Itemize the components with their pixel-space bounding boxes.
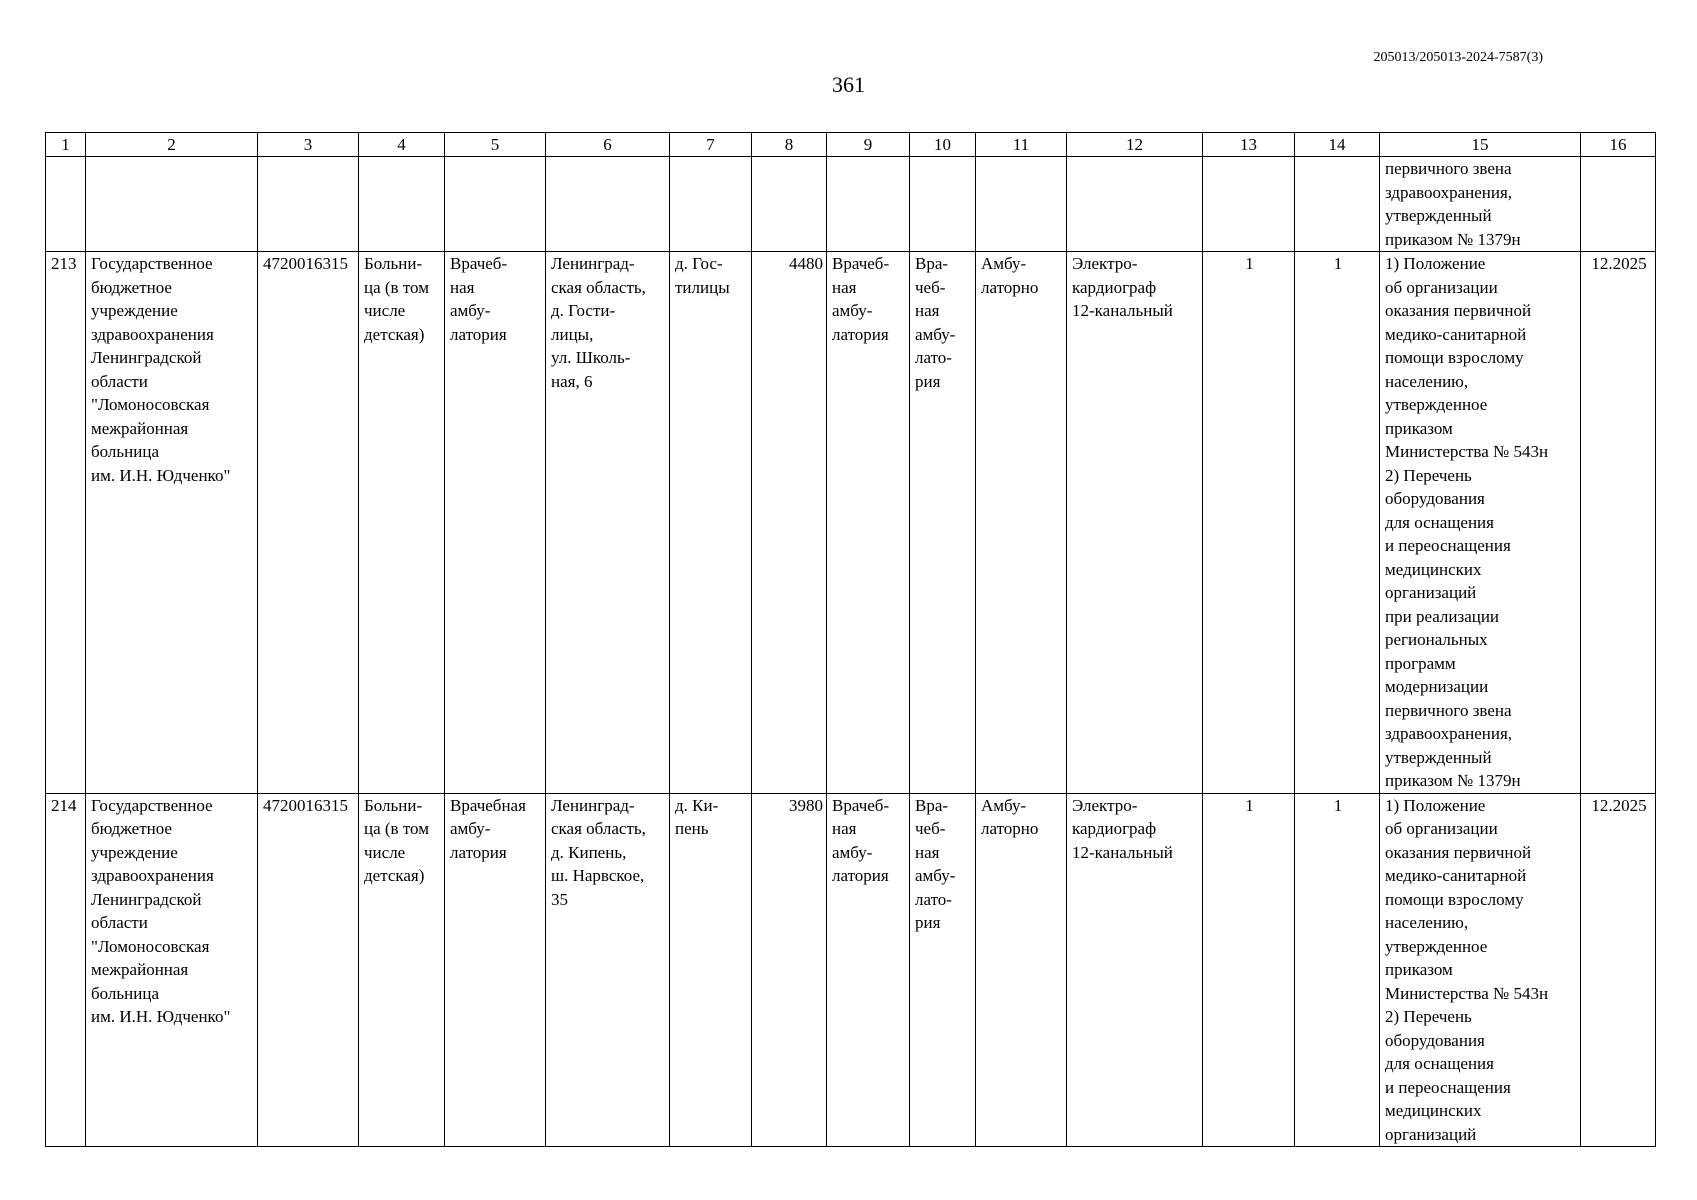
table-cell: [86, 157, 258, 252]
unit-type: Врачебная амбу- латория: [445, 793, 546, 1147]
unit-type-2: Врачеб- ная амбу- латория: [827, 252, 910, 794]
inn-cell: 4720016315: [258, 252, 359, 794]
column-header: 3: [258, 133, 359, 157]
table-cell: [258, 157, 359, 252]
inn-cell: 4720016315: [258, 793, 359, 1147]
regulation-cell: 1) Положение об организации оказания первичной медико-санитарной помощи взрослому населению, утвержденное приказом Министерства № 543н 2) Перечень оборудования для оснащения и переоснащения медицинских организаций при реализации региональных программ модернизации первичного звена здравоохранения, утвержденный приказом № 1379н: [1380, 252, 1581, 794]
table-cell: [670, 157, 752, 252]
continuation-row: [46, 157, 1656, 252]
address-cell: Ленинград- ская область, д. Гости- лицы, ул. Школь- ная, 6: [546, 252, 670, 794]
unit-type-2: Врачеб- ная амбу- латория: [827, 793, 910, 1147]
population-cell: 3980: [752, 793, 827, 1147]
population-cell: 4480: [752, 252, 827, 794]
equipment-name: Электро- кардиограф 12-канальный: [1067, 793, 1203, 1147]
column-header: 6: [546, 133, 670, 157]
table-row: [46, 252, 1656, 794]
date-cell: 12.2025: [1581, 252, 1656, 794]
settlement-cell: д. Гос- тилицы: [670, 252, 752, 794]
care-condition: Амбу- латорно: [976, 793, 1067, 1147]
facility-type: Больни- ца (в том числе детская): [359, 793, 445, 1147]
date-cell: 12.2025: [1581, 793, 1656, 1147]
table-cell: [359, 157, 445, 252]
table-cell: [1295, 157, 1380, 252]
column-header: 9: [827, 133, 910, 157]
column-header: 4: [359, 133, 445, 157]
regulation-cell: 1) Положение об организации оказания первичной медико-санитарной помощи взрослому населению, утвержденное приказом Министерства № 543н 2) Перечень оборудования для оснащения и переоснащения медицинских организаций: [1380, 793, 1581, 1147]
table-cell: [46, 157, 86, 252]
table-cell: [910, 157, 976, 252]
table-cell: [1581, 157, 1656, 252]
unit-type-3: Вра- чеб- ная амбу- лато- рия: [910, 252, 976, 794]
table-cell: [827, 157, 910, 252]
row-number: 214: [46, 793, 86, 1147]
column-header: 13: [1203, 133, 1295, 157]
table-cell: [445, 157, 546, 252]
table-row: [46, 793, 1656, 1147]
column-header: 16: [1581, 133, 1656, 157]
page-number: 361: [832, 72, 865, 97]
organization-name: Государственное бюджетное учреждение здравоохранения Ленинградской области "Ломоносовская межрайонная больница им. И.Н. Юдченко": [86, 252, 258, 794]
document-code: 205013/205013-2024-7587(3): [1373, 50, 1543, 65]
table-cell: [1067, 157, 1203, 252]
column-header: 2: [86, 133, 258, 157]
organization-name: Государственное бюджетное учреждение здравоохранения Ленинградской области "Ломоносовская межрайонная больница им. И.Н. Юдченко": [86, 793, 258, 1147]
equipment-name: Электро- кардиограф 12-канальный: [1067, 252, 1203, 794]
quantity-cell: 1: [1203, 252, 1295, 794]
unit-type-3: Вра- чеб- ная амбу- лато- рия: [910, 793, 976, 1147]
unit-type: Врачеб- ная амбу- латория: [445, 252, 546, 794]
column-header: 15: [1380, 133, 1581, 157]
column-header: 1: [46, 133, 86, 157]
table-cell: [752, 157, 827, 252]
address-cell: Ленинград- ская область, д. Кипень, ш. Нарвское, 35: [546, 793, 670, 1147]
registry-table: [45, 132, 1656, 1147]
column-number-header-row: [46, 133, 1656, 157]
quantity-cell: 1: [1203, 793, 1295, 1147]
quantity-cell-2: 1: [1295, 252, 1380, 794]
regulation-cell: первичного звена здравоохранения, утвержденный приказом № 1379н: [1380, 157, 1581, 252]
row-number: 213: [46, 252, 86, 794]
column-header: 10: [910, 133, 976, 157]
column-header: 5: [445, 133, 546, 157]
column-header: 7: [670, 133, 752, 157]
column-header: 12: [1067, 133, 1203, 157]
quantity-cell-2: 1: [1295, 793, 1380, 1147]
column-header: 11: [976, 133, 1067, 157]
table-cell: [546, 157, 670, 252]
care-condition: Амбу- латорно: [976, 252, 1067, 794]
column-header: 14: [1295, 133, 1380, 157]
table-cell: [976, 157, 1067, 252]
column-header: 8: [752, 133, 827, 157]
facility-type: Больни- ца (в том числе детская): [359, 252, 445, 794]
settlement-cell: д. Ки- пень: [670, 793, 752, 1147]
table-cell: [1203, 157, 1295, 252]
